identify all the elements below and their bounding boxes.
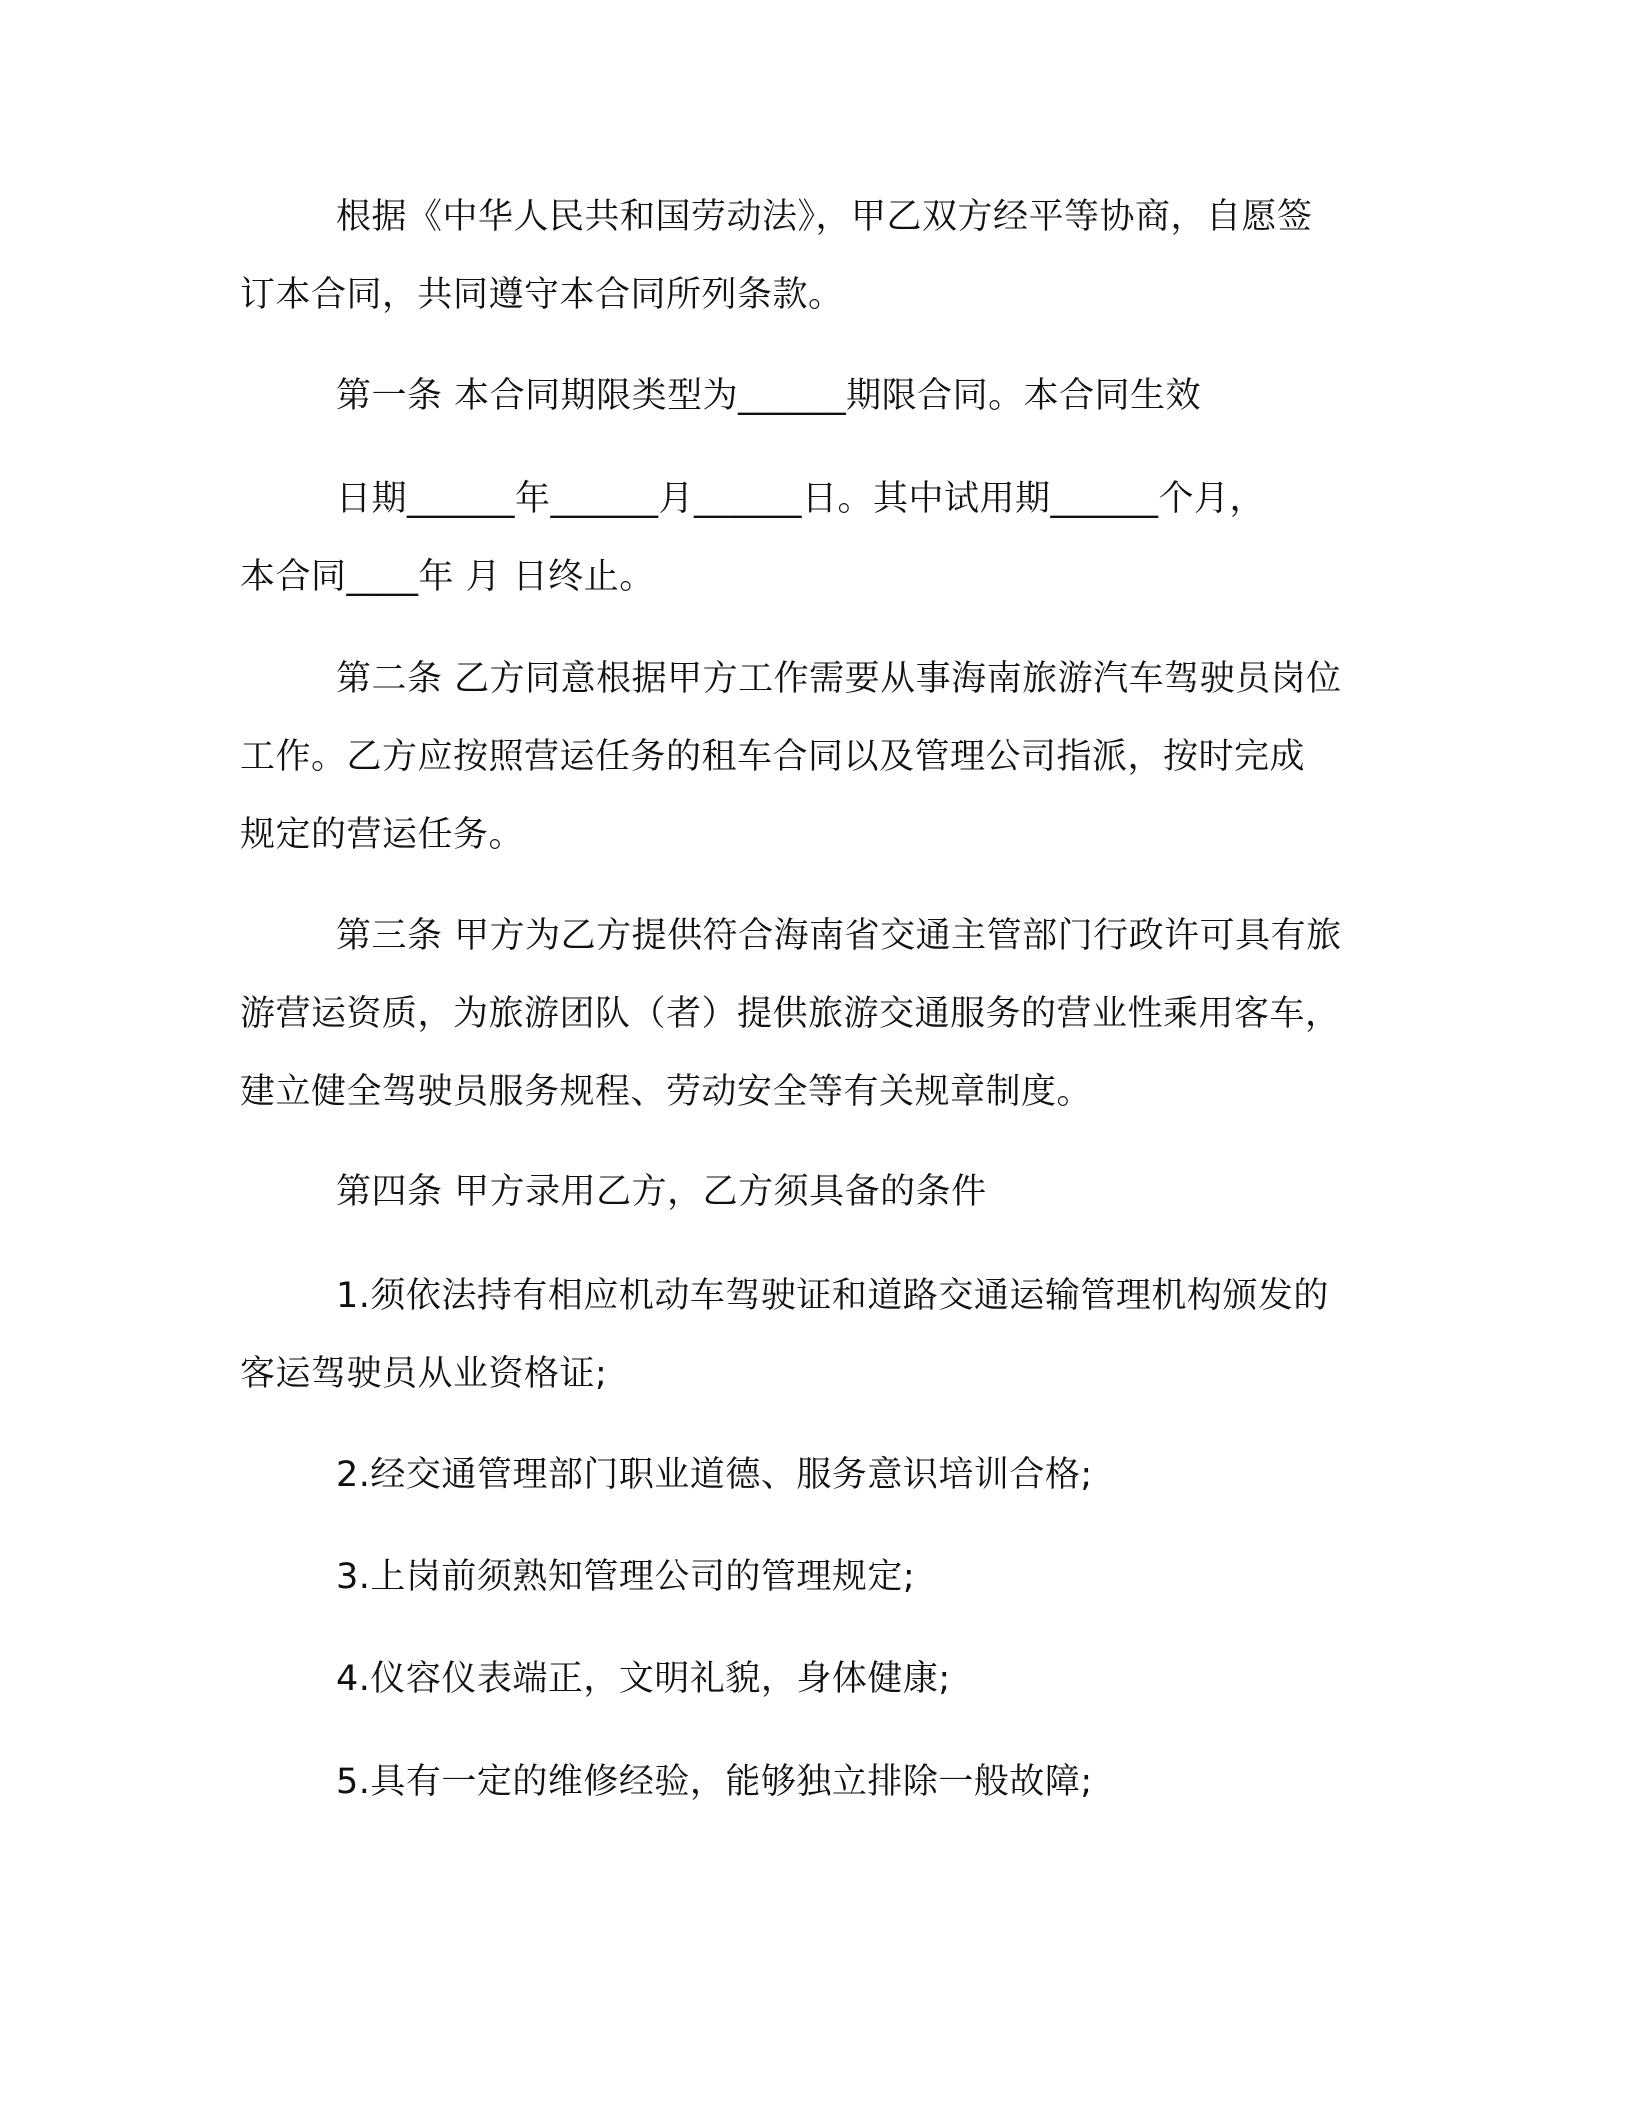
text-line: 客运驾驶员从业资格证; <box>240 1354 608 1394</box>
text-line: 规定的营运任务。 <box>240 815 525 855</box>
text-line: 订本合同，共同遵守本合同所列条款。 <box>240 275 844 315</box>
paragraph-preamble <box>240 178 1390 334</box>
list-item-2 <box>240 1436 1390 1514</box>
text-line: 2.经交通管理部门职业道德、服务意识培训合格; <box>336 1455 1093 1495</box>
list-item-1 <box>240 1257 1390 1413</box>
list-item-5 <box>240 1743 1390 1821</box>
text-line: 第四条 甲方录用乙方，乙方须具备的条件 <box>336 1172 987 1212</box>
text-line: 建立健全驾驶员服务规程、劳动安全等有关规章制度。 <box>240 1072 1093 1112</box>
list-item-4 <box>240 1640 1390 1718</box>
text-line: 游营运资质，为旅游团队（者）提供旅游交通服务的营业性乘用客车， <box>240 994 1341 1034</box>
text-line: 本合同____年 月 日终止。 <box>240 557 655 597</box>
text-line: 日期______年______月______日。其中试用期______个月， <box>336 479 1266 519</box>
text-line: 3.上岗前须熟知管理公司的管理规定; <box>336 1557 916 1597</box>
list-item-3 <box>240 1538 1390 1616</box>
text-line: 5.具有一定的维修经验，能够独立排除一般故障; <box>336 1762 1093 1802</box>
text-line: 根据《中华人民共和国劳动法》，甲乙双方经平等协商，自愿签 <box>336 197 1313 237</box>
paragraph-article-1 <box>240 357 1390 435</box>
text-line: 工作。乙方应按照营运任务的租车合同以及管理公司指派，按时完成 <box>240 737 1306 777</box>
paragraph-article-3 <box>240 897 1390 1131</box>
paragraph-article-4 <box>240 1153 1390 1231</box>
text-line: 第一条 本合同期限类型为______期限合同。本合同生效 <box>336 376 1202 416</box>
text-line: 4.仪容仪表端正，文明礼貌，身体健康; <box>336 1659 951 1699</box>
paragraph-article-1-dates <box>240 460 1390 616</box>
text-line: 第三条 甲方为乙方提供符合海南省交通主管部门行政许可具有旅 <box>336 916 1342 956</box>
text-line: 第二条 乙方同意根据甲方工作需要从事海南旅游汽车驾驶员岗位 <box>336 659 1342 699</box>
paragraph-article-2 <box>240 640 1390 874</box>
text-line: 1.须依法持有相应机动车驾驶证和道路交通运输管理机构颁发的 <box>336 1276 1329 1316</box>
